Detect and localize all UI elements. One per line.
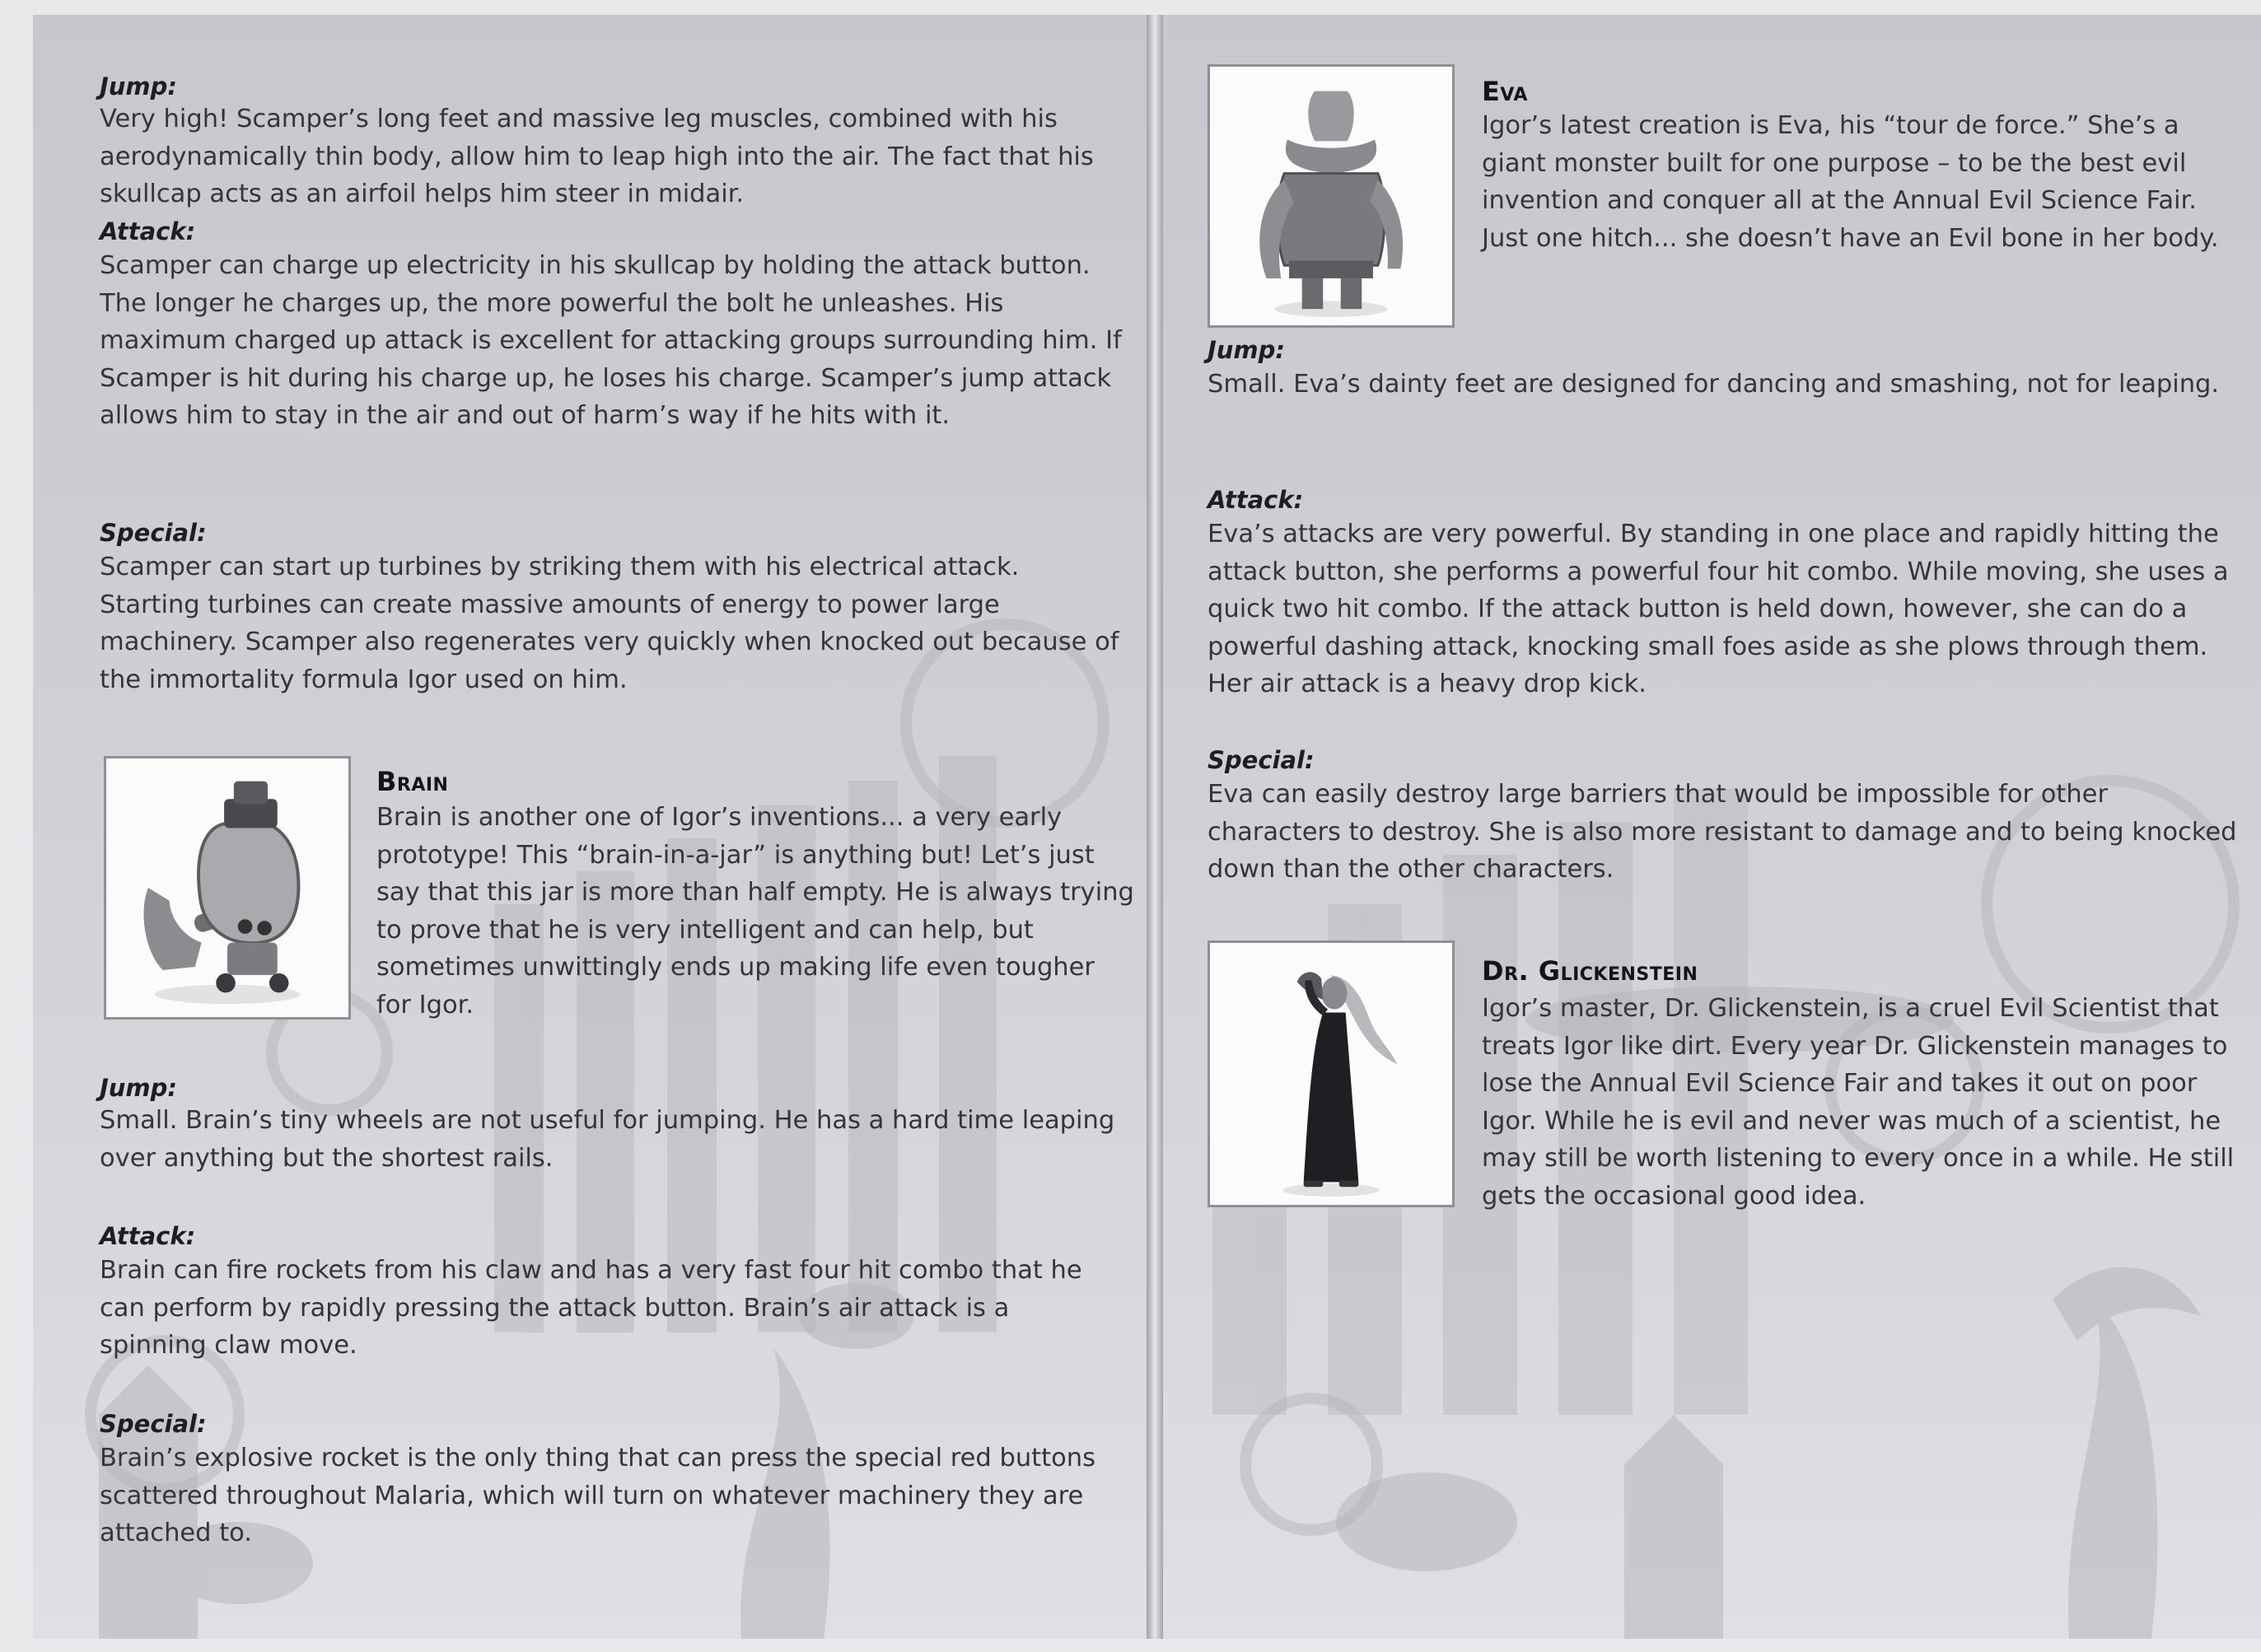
scamper-attack-heading: Attack: <box>100 217 196 245</box>
eva-attack-text: Eva’s attacks are very powerful. By standing in one place and rapidly hitting the attack button, she performs a powerful four hit combo. While moving, she uses a quick two hit combo. If the attack button is held down, however, she can do a powerful dashing attack, knocking small foes aside as she plows through them. Her air attack is a heavy drop kick. <box>1208 520 2229 699</box>
eva-bio: Igor’s latest creation is Eva, his “tour de force.” She’s a giant monster built for one purpose – to be the best evil invention and conquer all at the Annual Evil Science Fair. Just one hitch... she doesn’t have an Evil bone in her body. <box>1482 111 2219 253</box>
brain-name: Brain <box>376 766 449 797</box>
eva-figure-icon <box>1210 67 1452 325</box>
brain-jump-text: Small. Brain’s tiny wheels are not useful for jumping. He has a hard time leaping over anything but the shortest rails. <box>100 1106 1115 1173</box>
eva-jump-heading: Jump: <box>1208 336 1286 364</box>
brain-special-text: Brain’s explosive rocket is the only thing that can press the special red buttons scattered throughout Malaria, which will turn on whatever machinery they are attached to. <box>100 1444 1095 1548</box>
glickenstein-portrait <box>1208 940 1455 1207</box>
brain-bio: Brain is another one of Igor’s inventions... a very early prototype! This “brain-in-a-jar” is anything but! Let’s just say that this jar is more than half empty. He is always trying to prove that he is very intelligent and can help, but sometimes unwittingly ends up making life even tougher for Igor. <box>376 803 1134 1020</box>
brain-portrait <box>104 756 351 1020</box>
brain-special-heading: Special: <box>100 1410 207 1438</box>
left-page <box>33 15 1148 1639</box>
glickenstein-bio: Igor’s master, Dr. Glickenstein, is a cruel Evil Scientist that treats Igor like dirt. Every year Dr. Glickenstein manages to lose the Annual Evil Science Fair and takes it out on poor Igor. While he is evil and never was much of a scientist, he may still be worth listening to every once in a while. He still gets the occasional good idea. <box>1482 994 2235 1211</box>
scamper-special-heading: Special: <box>100 519 207 547</box>
eva-jump-text: Small. Eva’s dainty feet are designed for dancing and smashing, not for leaping. <box>1208 370 2220 399</box>
brain-figure-icon <box>106 758 348 1017</box>
eva-name: Eva <box>1482 76 1528 107</box>
scamper-special-text: Scamper can start up turbines by striking them with his electrical attack. Starting turbines can create massive amounts of energy to power large machinery. Scamper also regenerates very quickly when knocked out because of the immortality formula Igor used on him. <box>100 553 1119 694</box>
eva-special-text: Eva can easily destroy large barriers that would be impossible for other characters to destroy. She is also more resistant to damage and to being knocked down than the other characters. <box>1208 780 2237 884</box>
right-page-text <box>1163 15 2261 1639</box>
glickenstein-figure-icon <box>1210 943 1452 1205</box>
eva-attack-heading: Attack: <box>1208 486 1304 514</box>
brain-attack-text: Brain can fire rockets from his claw and has a very fast four hit combo that he can perform by rapidly pressing the attack button. Brain’s air attack is a spinning claw move. <box>100 1256 1082 1360</box>
brain-jump-heading: Jump: <box>100 1074 178 1102</box>
right-page <box>1163 15 2261 1639</box>
eva-portrait <box>1208 64 1455 328</box>
book-gutter <box>1147 15 1163 1639</box>
scamper-jump-heading: Jump: <box>100 72 178 100</box>
glickenstein-name: Dr. Glickenstein <box>1482 955 1698 987</box>
brain-attack-heading: Attack: <box>100 1222 196 1250</box>
left-page-text <box>33 15 1147 1639</box>
eva-special-heading: Special: <box>1208 746 1315 774</box>
scamper-jump-text: Very high! Scamper’s long feet and massive leg muscles, combined with his aerodynamically thin body, allow him to leap high into the air. The fact that his skullcap acts as an airfoil helps him steer in midair. <box>100 105 1094 209</box>
scamper-attack-text: Scamper can charge up electricity in his skullcap by holding the attack button. The longer he charges up, the more powerful the bolt he unleashes. His maximum charged up attack is excellent for attacking groups surrounding him. If Scamper is hit during his charge up, he loses his charge. Scamper’s jump attack allows him to stay in the air and out of harm’s way if he hits with it. <box>100 251 1122 431</box>
